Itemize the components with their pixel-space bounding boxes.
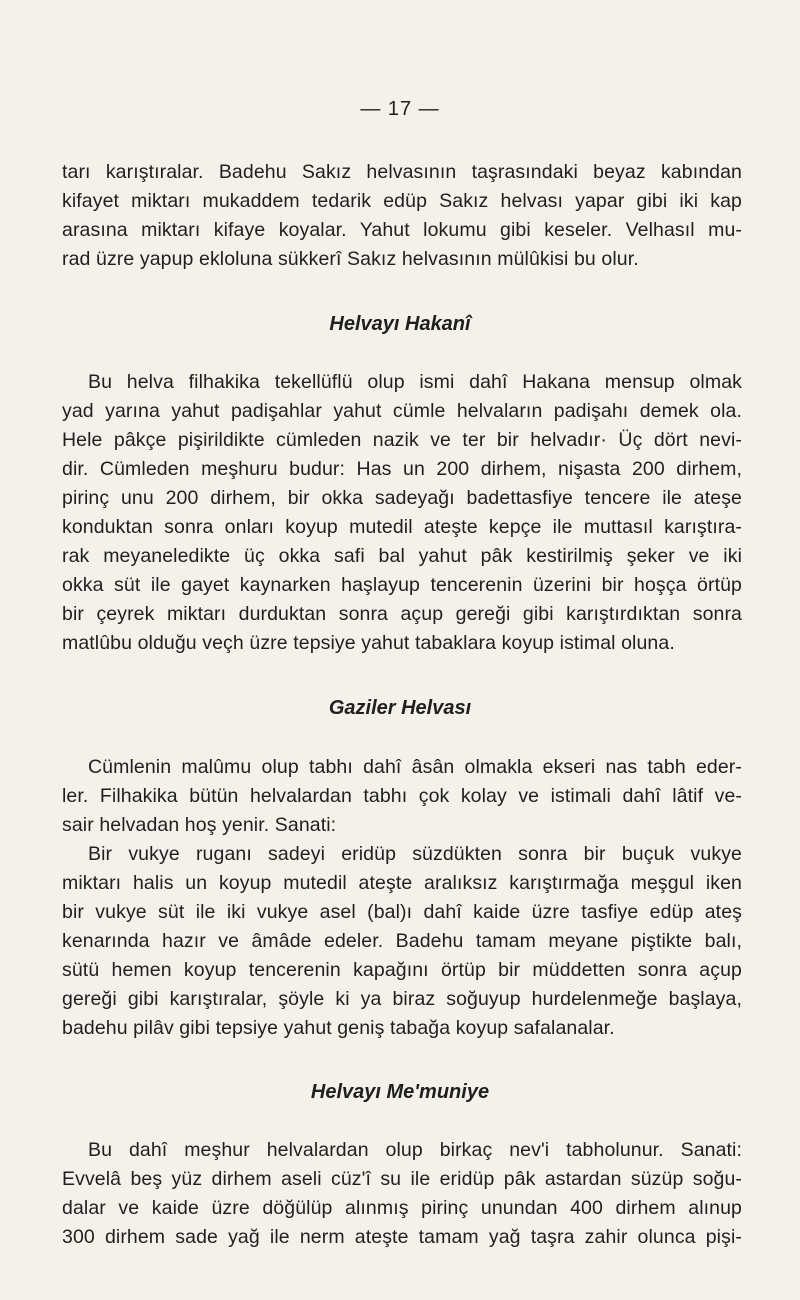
text-line: gereği gibi karıştıralar, şöyle ki ya biraz soğuyup hurdelenmeğe başlaya, [62,988,742,1010]
text-line: pirinç unu 200 dirhem, bir okka sadeyağı badettasfiye tencere ile ateşe [62,487,742,509]
text-line: miktarı halis un koyup mutedil ateşte aralıksız karıştırmağa meşgul iken [62,872,742,894]
text-line: matlûbu olduğu veçh üzre tepsiye yahut tabaklara koyup istimal oluna. [62,632,675,654]
text-line: konduktan sonra onları koyup mutedil ateşte kepçe ile muttasıl karıştıra- [62,516,742,538]
section-heading: Helvayı Hakanî [329,313,471,335]
text-line: sair helvadan hoş yenir. Sanati: [62,814,337,836]
text-line: tarı karıştıralar. Badehu Sakız helvasının taşrasındaki beyaz kabından [62,161,742,183]
text-line: Cümlenin malûmu olup tabhı dahî âsân olmakla ekseri nas tabh eder- [88,756,742,778]
text-line: dir. Cümleden meşhuru budur: Has un 200 dirhem, nişasta 200 dirhem, [62,458,742,480]
text-line: yad yarına yahut padişahlar yahut cümle helvaların padişahı demek ola. [62,400,742,422]
text-line: bir vukye süt ile iki vukye asel (bal)ı dahî kaide üzre tasfiye edüp ateş [62,901,742,923]
section-heading: Gaziler Helvası [328,697,472,719]
page-number: — 17 — [360,98,440,120]
text-line: Evvelâ beş yüz dirhem aseli cüz'î su ile eridüp pâk astardan süzüp soğu- [62,1168,742,1190]
text-line: 300 dirhem sade yağ ile nerm ateşte tamam yağ taşra zahir olunca pişi- [62,1226,742,1248]
text-line: rak meyaneledikte üç okka safi bal yahut pâk kestirilmiş şeker ve iki [62,545,742,567]
text-line: ler. Filhakika bütün helvalardan tabhı çok kolay ve istimali dahî lâtif ve- [62,785,742,807]
text-line: Bu helva filhakika tekellüflü olup ismi dahî Hakana mensup olmak [88,371,742,393]
text-line: kenarında hazır ve âmâde edeler. Badehu tamam meyane piştikte balı, [62,930,742,952]
text-line: bir çeyrek miktarı durduktan sonra açup gereği gibi karıştırdıktan sonra [62,603,742,625]
text-line: kifayet miktarı mukaddem tedarik edüp Sakız helvası yapar gibi iki kap [62,190,742,212]
text-line: okka süt ile gayet kaynarken haşlayup tencerenin üzerini bir hoşça örtüp [62,574,742,596]
text-line: Bu dahî meşhur helvalardan olup birkaç nev'i tabholunur. Sanati: [88,1139,742,1161]
text-line: sütü hemen koyup tencerenin kapağını örtüp bir müddetten sonra açup [62,959,742,981]
text-line: rad üzre yapup ekloluna sükkerî Sakız helvasının mülûkisi bu olur. [62,248,639,270]
text-line: dalar ve kaide üzre döğülüp alınmış pirinç unundan 400 dirhem alınup [62,1197,742,1219]
section-heading: Helvayı Me'muniye [310,1081,490,1103]
text-line: badehu pilâv gibi tepsiye yahut geniş tabağa koyup safalanalar. [62,1017,615,1039]
text-line: Bir vukye ruganı sadeyi eridüp süzdükten sonra bir buçuk vukye [88,843,742,865]
text-line: arasına miktarı kifaye koyalar. Yahut lokumu gibi keseler. Velhasıl mu- [62,219,742,241]
text-line: Hele pâkçe pişirildikte cümleden nazik ve ter bir helvadır· Üç dört nevi- [62,429,742,451]
